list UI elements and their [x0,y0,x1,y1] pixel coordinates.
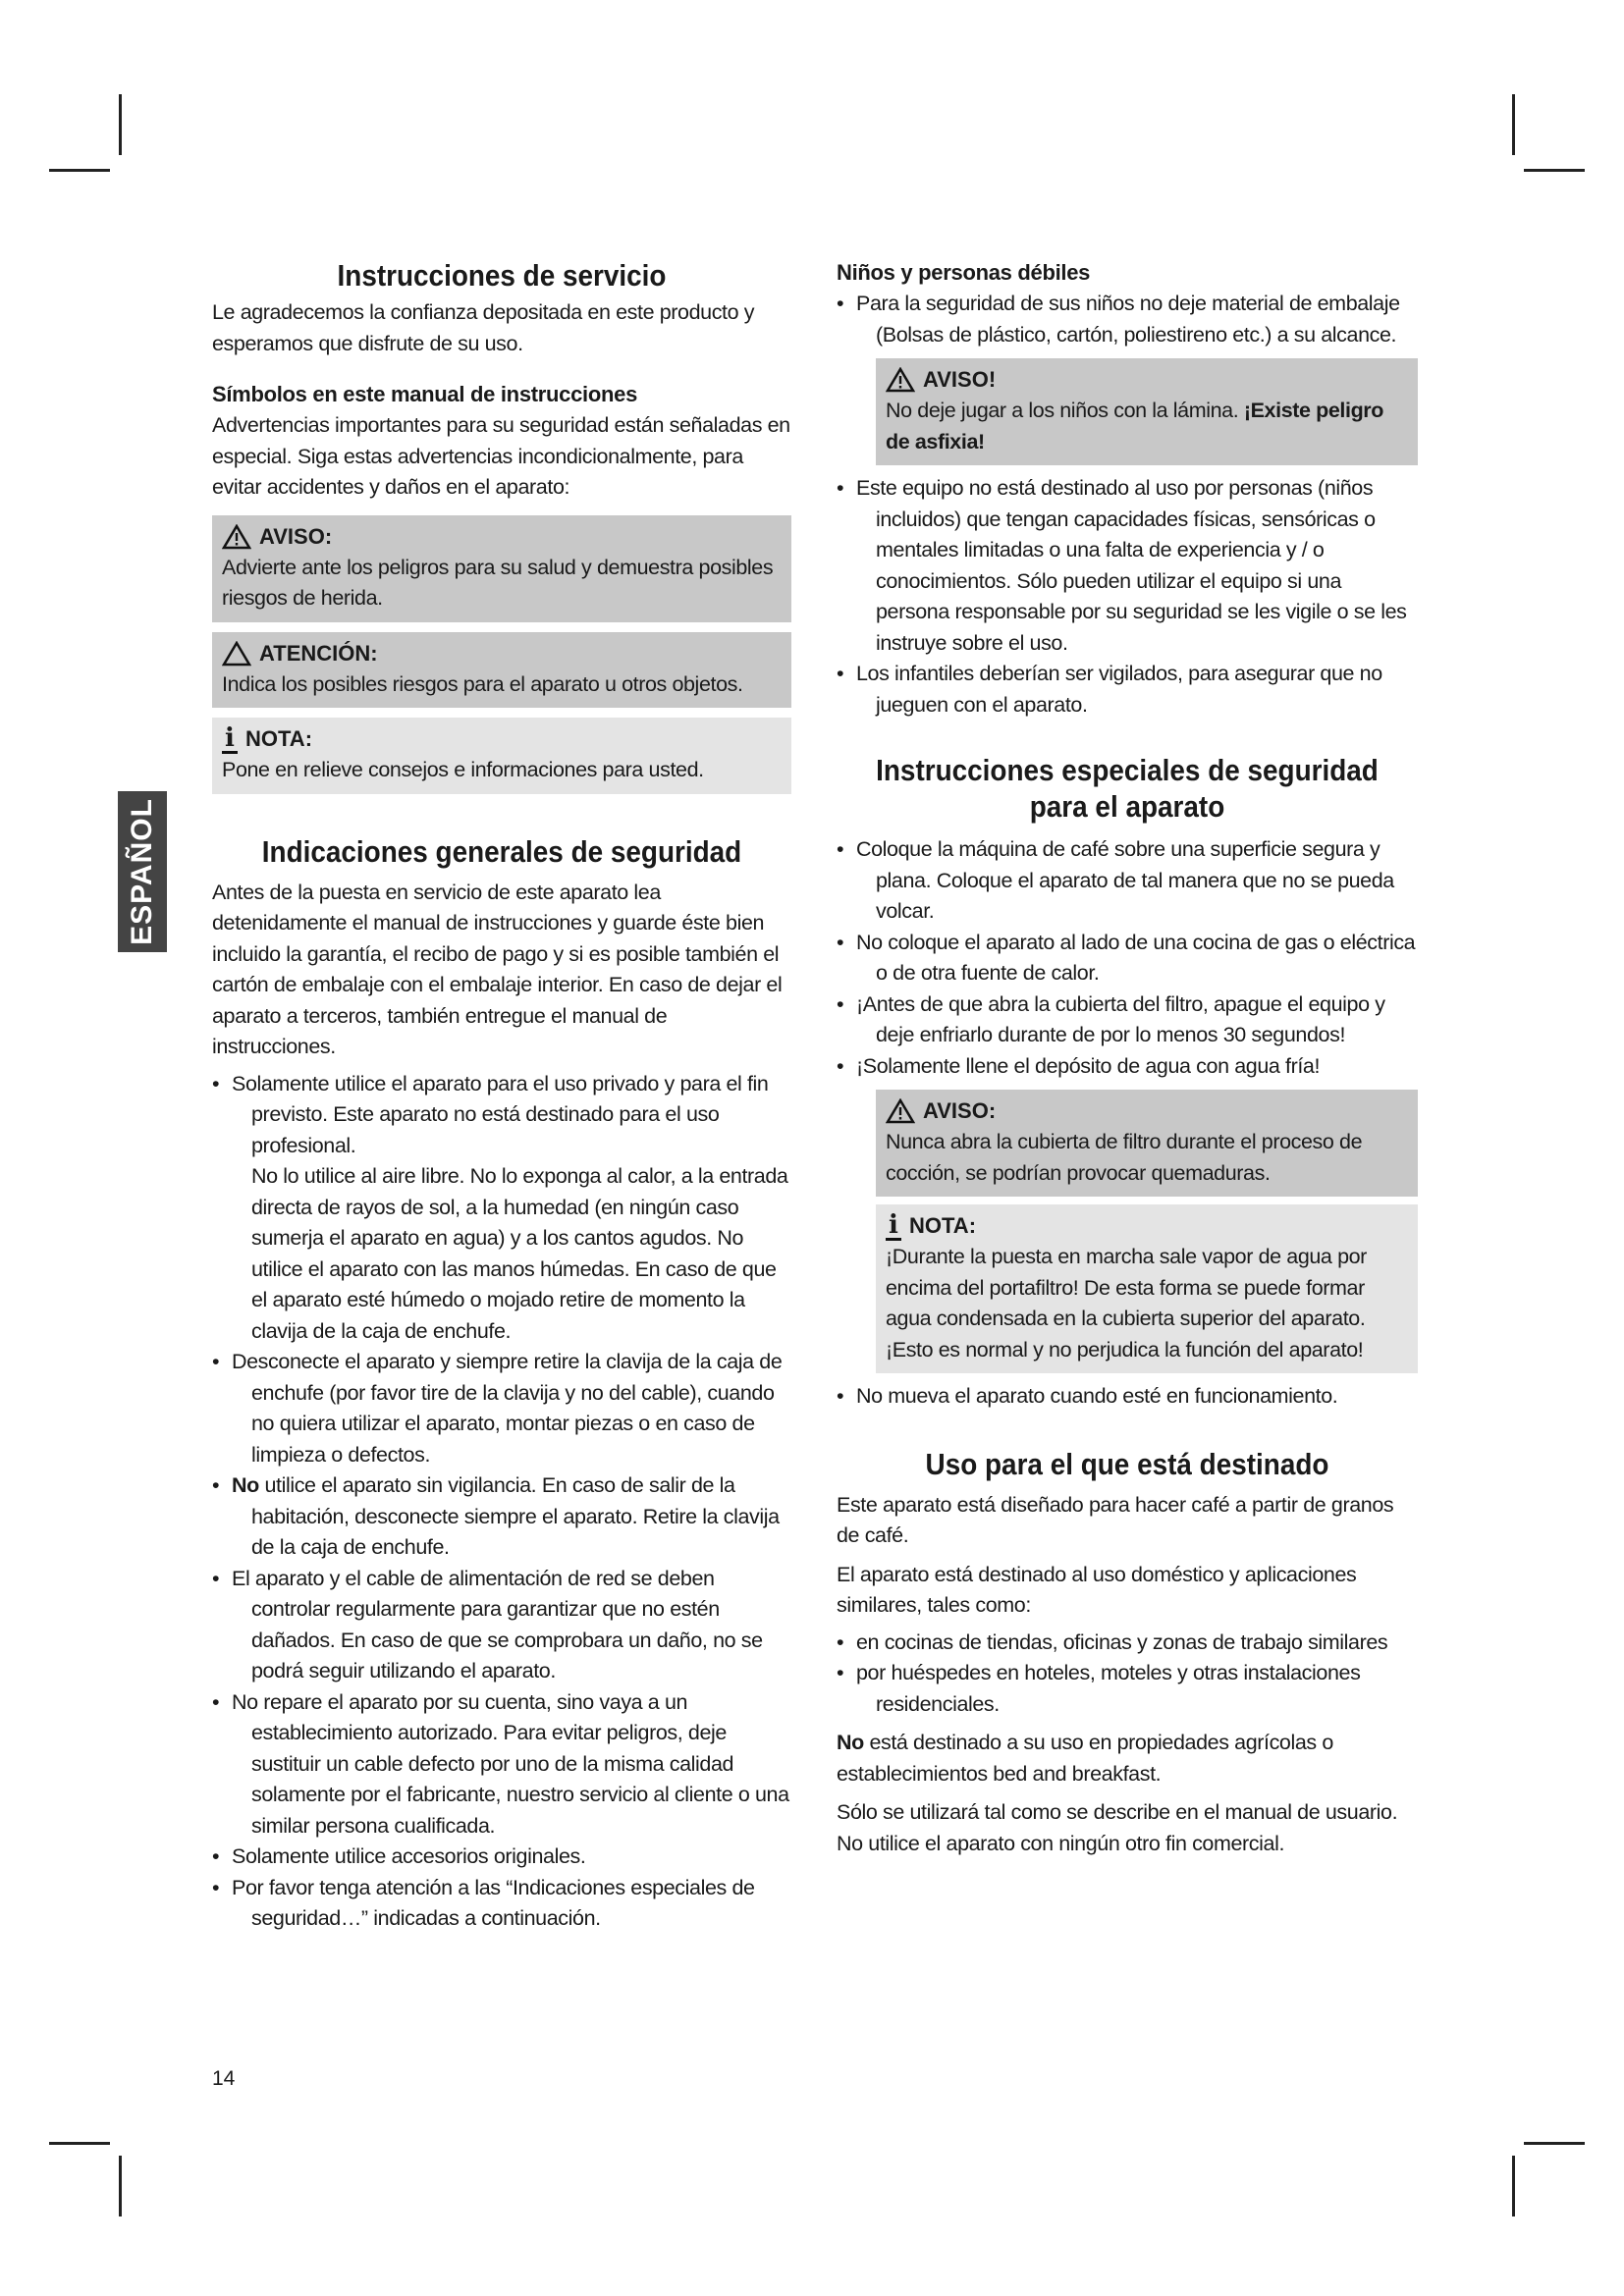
page-number: 14 [212,2067,236,2090]
crop-mark-bottom-left-h [49,2142,110,2145]
title-especiales-line2: para el aparato [1029,789,1225,824]
atencion-label: ATENCIÓN: [259,640,378,666]
symbols-heading: Símbolos en este manual de instrucciones [212,382,638,406]
use-text-2: El aparato está destinado al uso doméstico y aplicaciones similares, tales como: [837,1562,1357,1617]
aviso-text [886,396,1408,457]
list-item: • por huéspedes en hoteles, moteles y otras instalaciones residenciales. [837,1658,1418,1720]
aviso-label: AVISO! [923,367,997,392]
title-especiales-line1: Instrucciones especiales de seguridad [876,753,1379,787]
nota-box-steam [876,1204,1418,1373]
aviso-text: Nunca abra la cubierta de filtro durante el proceso de cocción, se podrían provocar quemaduras. [886,1130,1363,1185]
list-item: • Este equipo no está destinado al uso por personas (niños incluidos) que tengan capacidades físicas, sensóricas o mentales limitadas o una falta de experiencia y / o conocimientos. Sólo pueden utilizar el equipo si una persona responsable por su seguridad se les vigile o se les instruye sobre el uso. [837,473,1418,659]
general-safety-list [212,1069,791,1935]
aviso-label: AVISO: [923,1098,997,1123]
title-instrucciones: Instrucciones de servicio [337,258,667,293]
list-item: • Para la seguridad de sus niños no deje material de embalaje (Bolsas de plástico, cartón, poliestireno etc.) a su alcance. [837,289,1418,350]
crop-mark-bottom-left-v [119,2156,122,2216]
general-safety-text: Antes de la puesta en servicio de este aparato lea detenidamente el manual de instrucciones y guarde éste bien incluido la garantía, el recibo de pago y si es posible también el cartón de embalaje con el embalaje interior. En caso de dejar el aparato a terceros, también entregue el manual de instrucciones. [212,880,783,1058]
language-side-tab [118,791,167,952]
bold-no: No [232,1473,259,1497]
info-icon: i [222,725,238,754]
intro-text: Le agradecemos la confianza depositada en este producto y esperamos que disfrute de su uso. [212,300,755,355]
kids-heading: Niños y personas débiles [837,260,1091,285]
warning-triangle-icon [222,524,251,550]
list-item: • ¡Solamente llene el depósito de agua con agua fría! [837,1051,1418,1083]
symbols-text: Advertencias importantes para su seguridad están señaladas en especial. Siga estas advertencias incondicionalmente, para evitar accidentes y daños en el aparato: [212,413,790,499]
aviso-label: AVISO: [259,523,333,549]
list-item [212,1470,791,1564]
list-item: • No repare el aparato por su cuenta, sino vaya a un establecimiento autorizado. Para evitar peligros, deje sustituir un cable defecto por uno de la misma calidad solamente por el fabricante, nuestro servicio al cliente o una similar persona cualificada. [212,1687,791,1842]
list-item: • El aparato y el cable de alimentación de red se deben controlar regularmente para garantizar que no estén dañados. En caso de que se comprobara un daño, no se podrá seguir utilizando el aparato. [212,1564,791,1687]
bullet-text-continued: No lo utilice al aire libre. No lo exponga al calor, a la entrada directa de rayos de sol, a la humedad (en ningún caso sumerja el aparato en agua) y a los cantos agudos. No utilice el aparato con las manos húmedas. En caso de que el aparato esté húmedo o mojado retire de momento la clavija de la caja de enchufe. [251,1164,788,1343]
list-item: • en cocinas de tiendas, oficinas y zonas de trabajo similares [837,1628,1418,1659]
list-item [212,1069,791,1348]
title-uso: Uso para el que está destinado [925,1446,1329,1481]
aviso-box-children [876,358,1418,465]
language-label: ESPAÑOL [126,798,158,945]
bullet-text: utilice el aparato sin vigilancia. En caso de salir de la habitación, desconecte siempre el aparato. Retire la clavija de la caja de enchufe. [251,1473,780,1559]
nota-box [212,718,791,794]
aviso-text-bold: ¡Existe peligro de asfixia! [886,399,1384,454]
bullet-text: Solamente utilice el aparato para el uso privado y para el fin previsto. Este aparato no está destinado para el uso profesional. [232,1071,769,1157]
crop-mark-top-left-v [119,94,122,155]
right-column [837,257,1418,1859]
aviso-text: Advierte ante los peligros para su salud y demuestra posibles riesgos de herida. [222,555,774,610]
crop-mark-top-right-h [1524,169,1585,172]
warning-triangle-icon [886,1098,915,1124]
list-item: • ¡Antes de que abra la cubierta del filtro, apague el equipo y deje enfriarlo durante de por lo menos 30 segundos! [837,989,1418,1051]
crop-mark-bottom-right-h [1524,2142,1585,2145]
title-indicaciones: Indicaciones generales de seguridad [261,833,742,869]
bold-no: No [837,1731,864,1754]
aviso-box [212,515,791,622]
special-safety-list-2 [837,1381,1418,1413]
use-list [837,1628,1418,1721]
list-item: • Desconecte el aparato y siempre retire la clavija de la caja de enchufe (por favor tire de la clavija y no del cable), cuando no quiera utilizar el aparato, montar piezas o en caso de limpieza o defectos. [212,1347,791,1470]
list-item: • Solamente utilice accesorios originales. [212,1842,791,1873]
list-item: • Por favor tenga atención a las “Indicaciones especiales de seguridad…” indicadas a continuación. [212,1873,791,1935]
list-item: • Coloque la máquina de café sobre una superficie segura y plana. Coloque el aparato de tal manera que no se pueda volcar. [837,834,1418,928]
list-item: • Los infantiles deberían ser vigilados, para asegurar que no jueguen con el aparato. [837,659,1418,721]
nota-text: ¡Durante la puesta en marcha sale vapor de agua por encima del portafiltro! De esta forma se puede formar agua condensada en la cubierta superior del aparato. ¡Esto es normal y no perjudica la función del aparato! [886,1245,1367,1362]
kids-list [837,289,1418,350]
use-text-4: Sólo se utilizará tal como se describe en el manual de usuario. No utilice el aparato con ningún otro fin comercial. [837,1800,1398,1855]
caution-triangle-icon [222,641,251,667]
nota-label: NOTA: [909,1213,977,1238]
left-column [212,257,791,1935]
special-safety-list [837,834,1418,1082]
list-item: • No mueva el aparato cuando esté en funcionamiento. [837,1381,1418,1413]
atencion-text: Indica los posibles riesgos para el aparato u otros objetos. [222,671,743,696]
crop-mark-top-left-h [49,169,110,172]
aviso-text-plain: No deje jugar a los niños con la lámina. [886,399,1244,422]
use-text-3 [837,1728,1418,1789]
crop-mark-top-right-v [1512,94,1515,155]
atencion-box [212,632,791,709]
warning-triangle-icon [886,367,915,393]
use-text-3-rest: está destinado a su uso en propiedades agrícolas o establecimientos bed and breakfast. [837,1731,1333,1786]
aviso-box-filter [876,1090,1418,1197]
use-text-1: Este aparato está diseñado para hacer café a partir de granos de café. [837,1492,1394,1547]
list-item: • No coloque el aparato al lado de una cocina de gas o eléctrica o de otra fuente de calor. [837,928,1418,989]
kids-list-2 [837,473,1418,721]
nota-text: Pone en relieve consejos e informaciones para usted. [222,758,704,781]
info-icon: i [886,1212,901,1241]
nota-label: NOTA: [245,726,313,751]
crop-mark-bottom-right-v [1512,2156,1515,2216]
